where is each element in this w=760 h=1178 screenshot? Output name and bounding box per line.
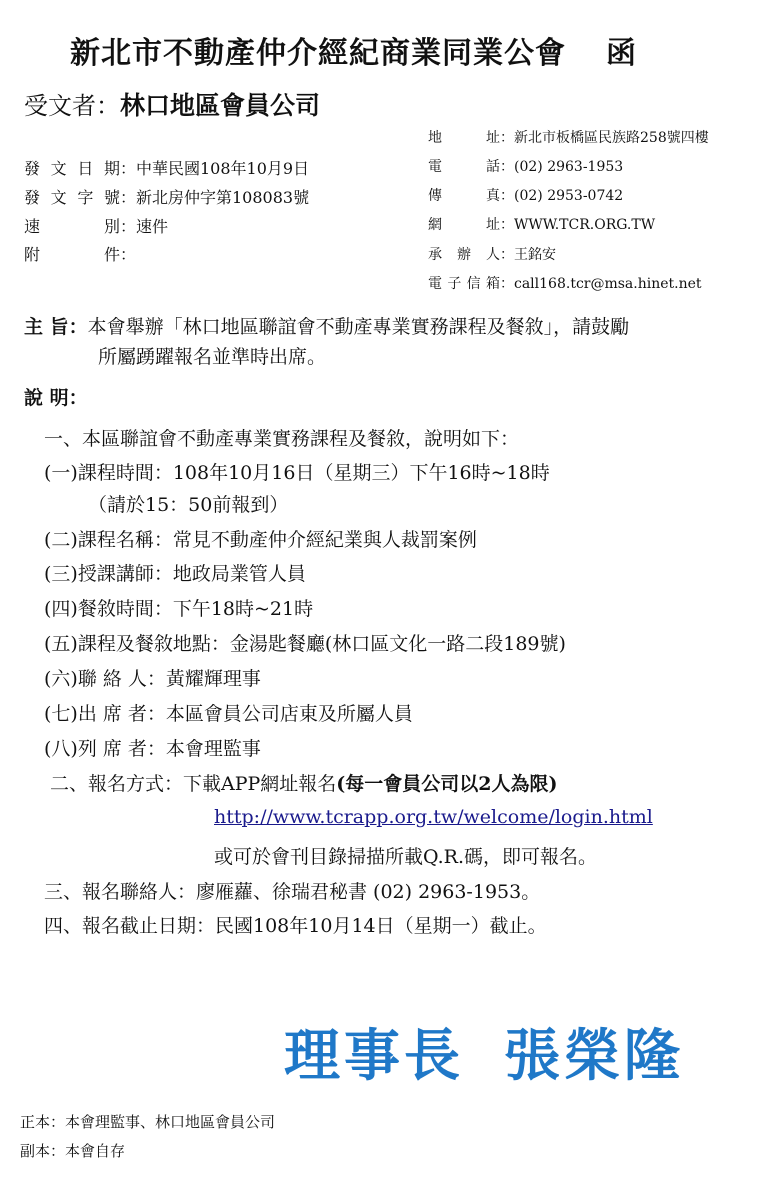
contact-fax: 傳 真：(02) 2953-0742	[428, 188, 624, 204]
contact-address: 地 址：新北市板橋區民族路258號四樓	[428, 130, 709, 146]
recipient-label: 受文者：	[24, 92, 120, 120]
contact-website: 網 址：WWW.TCR.ORG.TW	[428, 217, 656, 233]
list-item: (一)課程時間：108年10月16日（星期三）下午16時~18時	[44, 462, 550, 484]
registration-limit: (每一會員公司以2人為限)	[336, 773, 558, 795]
signature-name: 張榮隆	[504, 1024, 684, 1089]
list-item: (三)授課講師：地政局業管人員	[44, 563, 306, 585]
contact-handler: 承 辦 人：王銘安	[428, 247, 556, 263]
subject-line-2: 所屬踴躍報名並準時出席。	[98, 346, 327, 368]
list-item: (五)課程及餐敘地點：金湯匙餐廳(林口區文化一路二段189號)	[44, 633, 566, 655]
list-item: (六)聯 絡 人：黃耀輝理事	[44, 668, 261, 690]
list-item: (八)列 席 者：本會理監事	[44, 738, 261, 760]
list-item: (四)餐敘時間：下午18時~21時	[44, 598, 314, 620]
list-item: (七)出 席 者：本區會員公司店東及所屬人員	[44, 703, 413, 725]
subject-label: 主 旨：	[24, 316, 88, 338]
explanation-label: 說 明：	[24, 387, 88, 409]
explanation-item-1: 一、本區聯誼會不動產專業實務課程及餐敘，說明如下：	[44, 428, 520, 450]
contact-phone: 電 話：(02) 2963-1953	[428, 159, 624, 175]
explanation-item-3: 三、報名聯絡人：廖雁蘿、徐瑞君秘書 (02) 2963-1953。	[44, 881, 541, 903]
urgency: 速 別：速件	[24, 217, 169, 236]
issue-date: 發文日期：中華民國108年10月9日	[24, 159, 310, 178]
list-item: （請於15：50前報到）	[88, 494, 289, 516]
footer-copy-recipients: 副本：本會自存	[20, 1142, 126, 1160]
document-header	[70, 28, 637, 72]
registration-link[interactable]: http://www.tcrapp.org.tw/welcome/login.html	[214, 806, 653, 828]
recipient	[24, 86, 320, 122]
org-name: 新北市不動產仲介經紀商業同業公會	[70, 36, 566, 71]
recipient-name: 林口地區會員公司	[120, 91, 321, 120]
doc-type: 函	[606, 36, 637, 71]
list-item: (二)課程名稱：常見不動產仲介經紀業與人裁罰案例	[44, 529, 477, 551]
signature-title: 理事長	[284, 1024, 464, 1089]
attachment: 附 件：	[24, 245, 137, 264]
explanation-item-2: 二、報名方式：下載APP網址報名(每一會員公司以2人為限)	[50, 773, 558, 795]
doc-number: 發文字號：新北房仲字第108083號	[24, 188, 310, 207]
signature	[284, 1012, 684, 1092]
contact-email: 電子信箱：call168.tcr@msa.hinet.net	[428, 276, 702, 292]
subject-line-1: 主 旨：本會舉辦「林口地區聯誼會不動產專業實務課程及餐敘」，請鼓勵	[24, 316, 630, 338]
registration-note: 或可於會刊目錄掃描所載Q.R.碼，即可報名。	[214, 846, 598, 868]
footer-original-recipients: 正本：本會理監事、林口地區會員公司	[20, 1113, 276, 1131]
explanation-item-4: 四、報名截止日期：民國108年10月14日（星期一）截止。	[44, 915, 547, 937]
